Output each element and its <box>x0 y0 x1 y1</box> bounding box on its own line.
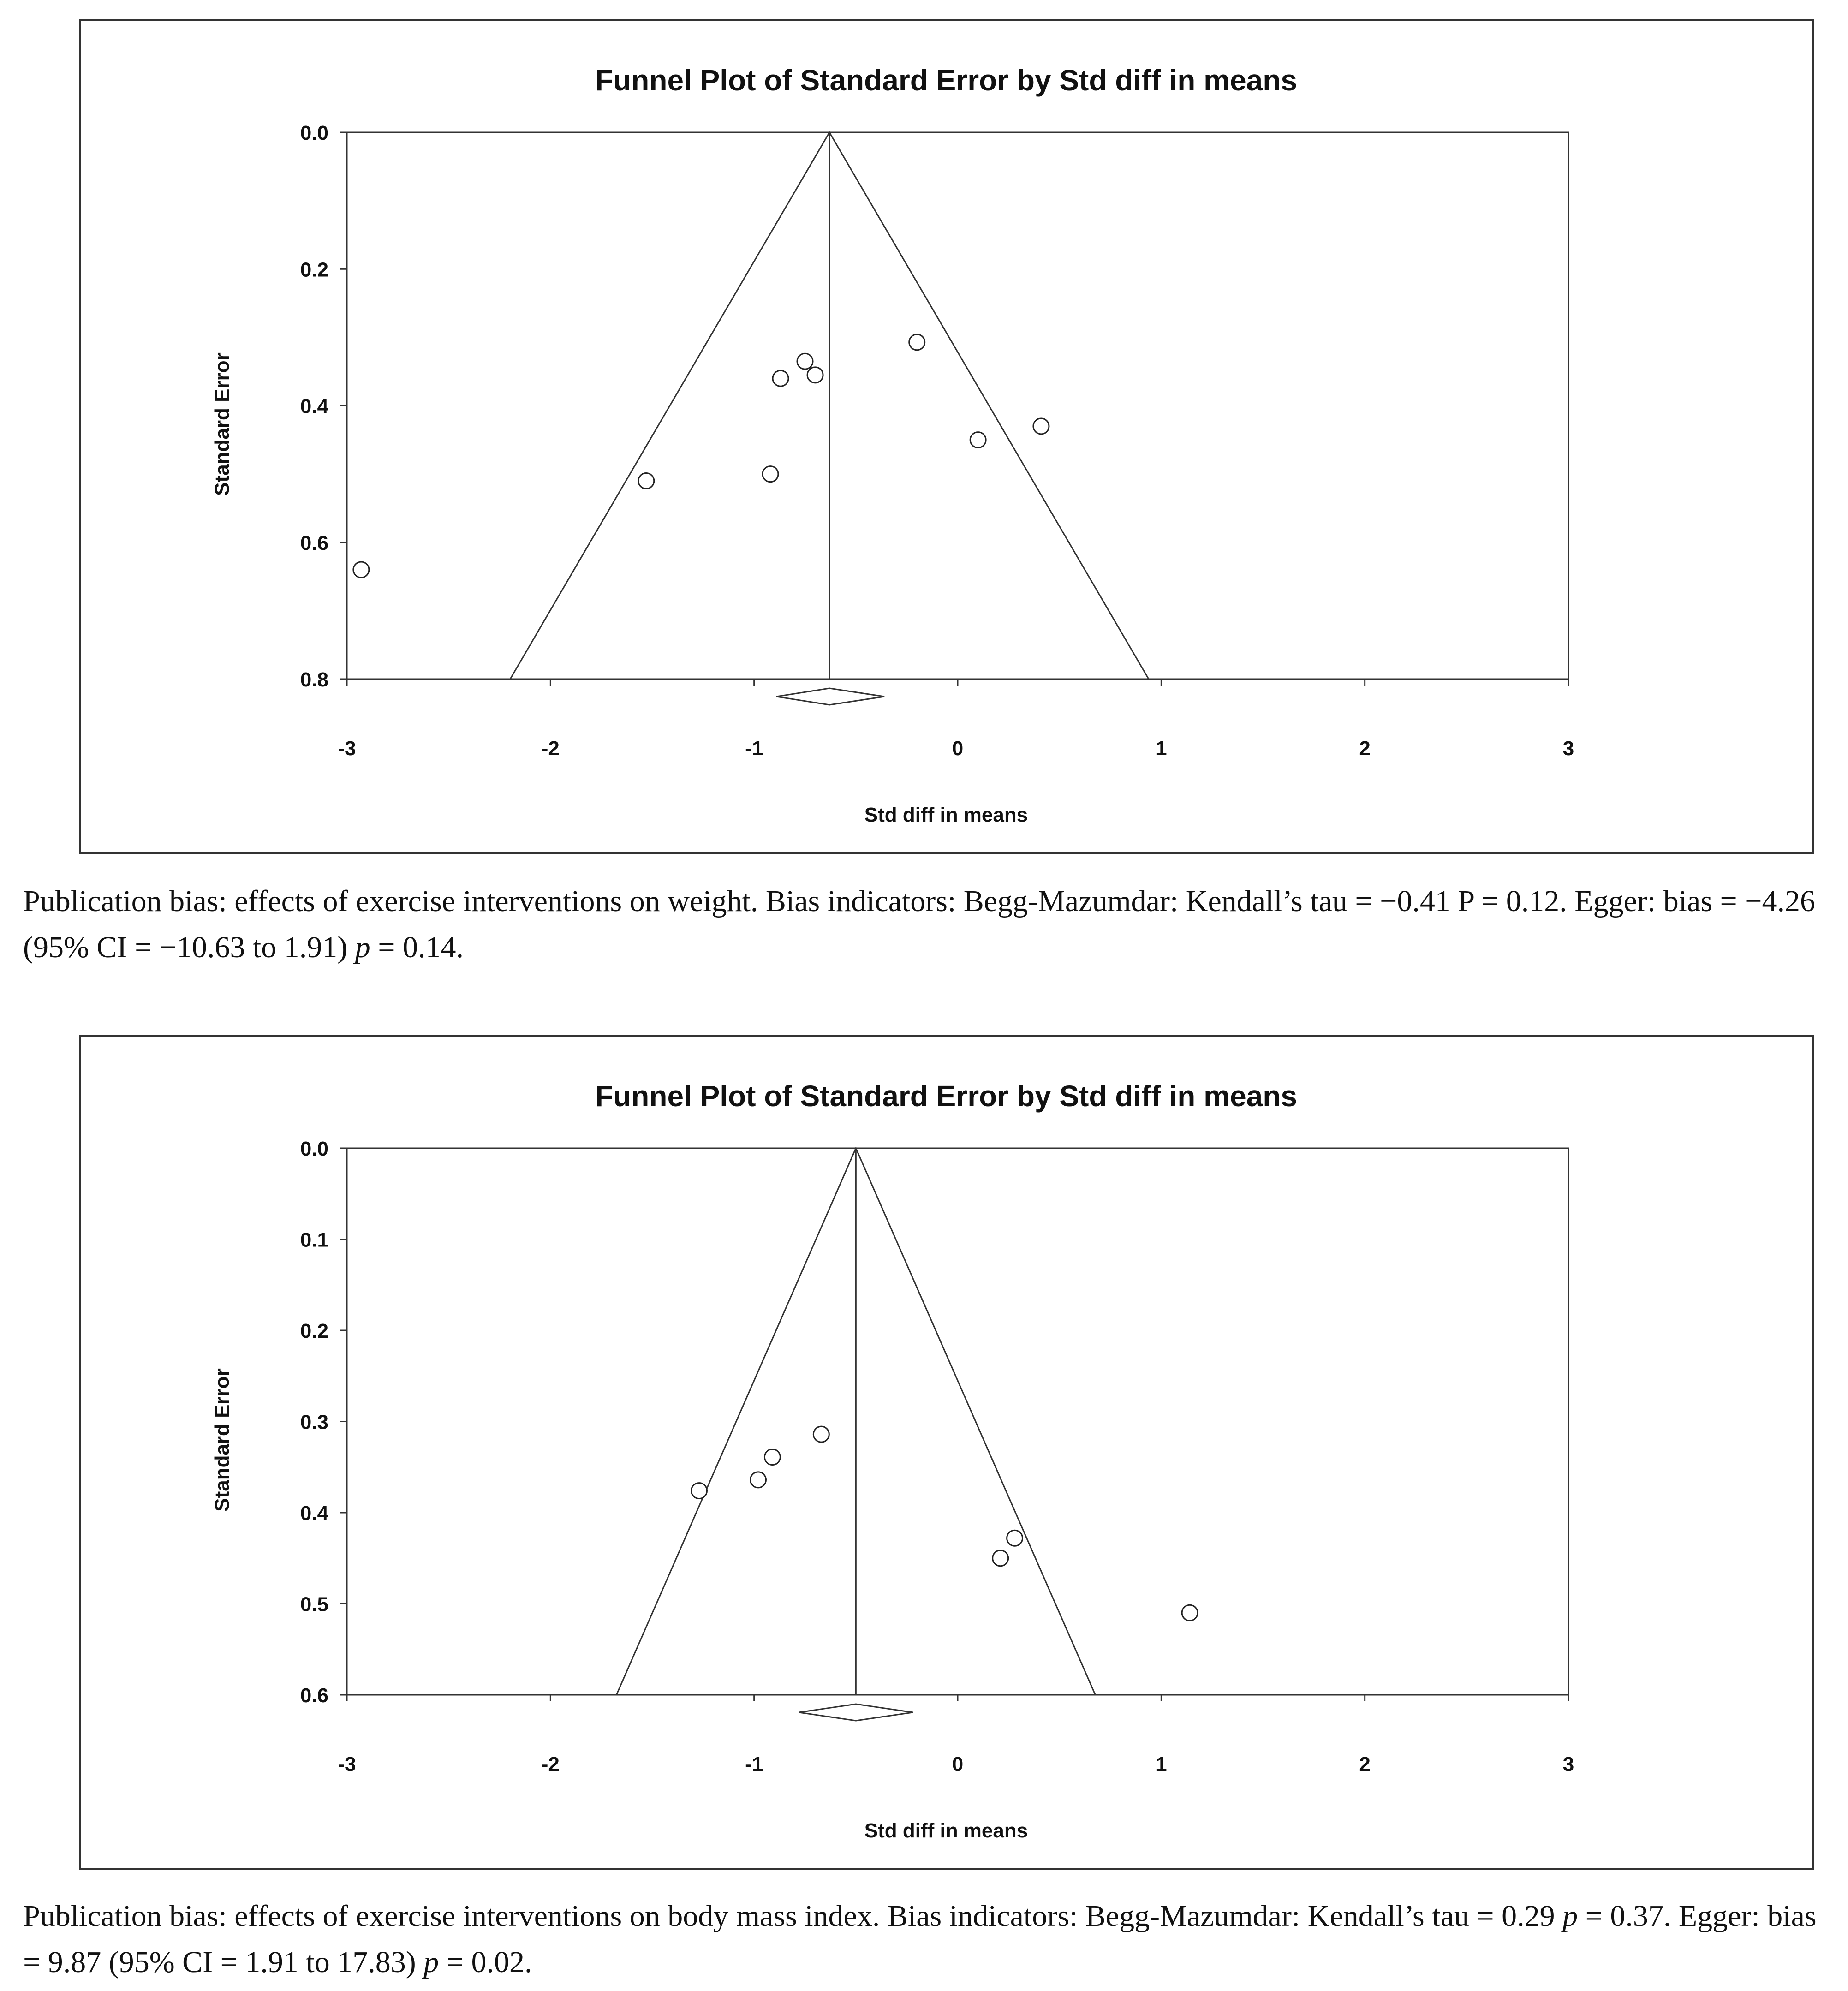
x-tick-label: -1 <box>745 1753 763 1776</box>
study-point <box>993 1550 1008 1566</box>
caption-text: Publication bias: effects of exercise interventions on body mass index. Bias indicators: Begg-Mazumdar: Kendall’s tau = 0.29 <box>23 1899 1563 1933</box>
x-tick-label: 3 <box>1562 737 1574 760</box>
pooled-ci-diamond <box>799 1704 913 1721</box>
funnel-plot-weight <box>79 19 1814 854</box>
study-point <box>750 1472 766 1488</box>
funnel-plot-weight-svg <box>81 21 1812 852</box>
y-axis-label: Standard Error <box>211 1368 233 1512</box>
study-point <box>909 334 925 350</box>
caption-text-mid: = 0.37. Egger: bias = 9.87 (95% CI = 1.91 to 17.83) <box>23 1899 1817 1979</box>
study-point <box>807 367 823 383</box>
y-tick-label: 0.8 <box>300 668 328 691</box>
caption-bmi <box>23 1893 1831 1985</box>
x-tick-label: 0 <box>952 1753 964 1776</box>
caption-text-end: = 0.02. <box>439 1945 532 1979</box>
y-tick-label: 0.2 <box>300 258 328 281</box>
x-tick-label: -3 <box>338 1753 356 1776</box>
study-point <box>773 370 788 386</box>
x-tick-label: 0 <box>952 737 964 760</box>
study-point <box>813 1426 829 1442</box>
caption-p-symbol-2: p <box>423 1945 439 1979</box>
caption-p-symbol: p <box>1562 1899 1578 1933</box>
y-tick-label: 0.0 <box>300 122 328 144</box>
y-tick-label: 0.2 <box>300 1320 328 1342</box>
y-tick-label: 0.6 <box>300 1684 328 1707</box>
caption-weight <box>23 878 1831 971</box>
y-tick-label: 0.5 <box>300 1593 328 1616</box>
study-point <box>692 1483 707 1499</box>
x-tick-label: 1 <box>1156 1753 1167 1776</box>
x-axis-label: Std diff in means <box>864 1819 1028 1842</box>
x-tick-label: -2 <box>541 737 560 760</box>
caption-text: Publication bias: effects of exercise interventions on weight. Bias indicators: Begg-Mazumdar: Kendall’s tau = −0.41 P = 0.12. Egger: bias = −4.26 (95% CI = −10.63 to 1.91) <box>23 884 1815 964</box>
plot-frame <box>347 1148 1568 1695</box>
x-axis-label: Std diff in means <box>864 804 1028 826</box>
study-point <box>1007 1530 1023 1546</box>
funnel-plot-bmi-svg <box>81 1037 1812 1868</box>
x-tick-label: 2 <box>1359 1753 1371 1776</box>
x-tick-label: 2 <box>1359 737 1371 760</box>
y-tick-label: 0.6 <box>300 531 328 554</box>
plot-frame <box>347 132 1568 679</box>
y-axis-label: Standard Error <box>211 352 233 496</box>
pooled-ci-diamond <box>776 688 884 705</box>
x-tick-label: 1 <box>1156 737 1167 760</box>
caption-p-symbol: p <box>355 930 370 964</box>
chart-title: Funnel Plot of Standard Error by Std diff in means <box>595 64 1297 97</box>
funnel-plot-bmi <box>79 1035 1814 1870</box>
study-point <box>763 466 778 482</box>
y-tick-label: 0.4 <box>300 1502 328 1525</box>
x-tick-label: -1 <box>745 737 763 760</box>
y-tick-label: 0.3 <box>300 1411 328 1434</box>
study-point <box>764 1449 780 1465</box>
study-point <box>797 353 813 369</box>
study-point <box>970 432 986 448</box>
study-point <box>638 473 654 489</box>
study-point <box>1182 1605 1198 1621</box>
y-tick-label: 0.1 <box>300 1228 328 1252</box>
caption-text-end: = 0.14. <box>370 930 464 964</box>
y-tick-label: 0.0 <box>300 1138 328 1160</box>
y-tick-label: 0.4 <box>300 395 328 418</box>
chart-title: Funnel Plot of Standard Error by Std diff in means <box>595 1079 1297 1113</box>
x-tick-label: -3 <box>338 737 356 760</box>
study-point <box>353 562 369 578</box>
x-tick-label: 3 <box>1562 1753 1574 1776</box>
study-point <box>1033 418 1049 434</box>
x-tick-label: -2 <box>541 1753 560 1776</box>
